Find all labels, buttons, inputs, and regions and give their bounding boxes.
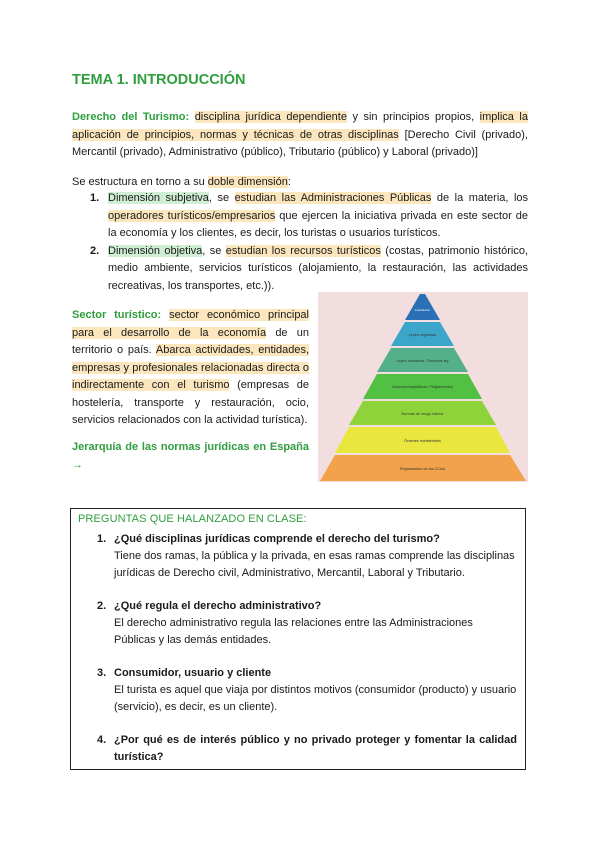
text: , se	[208, 192, 235, 204]
highlight: operadores turísticos/empresarios	[108, 209, 276, 222]
text: [Derecho Civil (privado), Mercantil (privado), Administrativo (público), Tributario (público) y Laboral (privado)]	[72, 128, 528, 158]
estructura-intro	[72, 174, 528, 192]
pyramid-figure	[318, 292, 528, 482]
highlight: Abarca actividades, entidades, empresas y profesionales relacionadas directa o indirectamente con el turismo	[72, 344, 309, 391]
question-item	[71, 665, 517, 716]
pyramid-label-4: Decretos legislativos / Reglamentos	[392, 385, 453, 389]
questions-header: PREGUNTAS QUE HALANZADO EN CLASE:	[78, 513, 307, 525]
pyramid-label-6: Órdenes ministeriales	[404, 439, 441, 443]
jerarquia-link	[72, 439, 309, 474]
question-number: 2.	[97, 600, 107, 612]
answer-text: El turista es aquel que viaja por distintos motivos (consumidor (producto) y usuario (servicio), es decir, es un cliente).	[114, 684, 517, 713]
question-text: Consumidor, usuario y cliente	[114, 667, 272, 679]
text: , se	[202, 244, 226, 257]
derecho-paragraph	[72, 109, 528, 162]
list-number: 2.	[90, 244, 100, 257]
highlight: Dimensión objetiva	[108, 244, 203, 257]
highlight: implica la aplicación de principios, normas y técnicas de otras disciplinas	[72, 111, 528, 141]
highlight: doble dimensión	[207, 176, 288, 188]
derecho-term: Derecho del Turismo:	[72, 111, 190, 123]
pyramid-svg	[318, 292, 528, 482]
highlight: estudian las Administraciones Públicas	[234, 192, 432, 204]
page-title: TEMA 1. INTRODUCCIÓN	[72, 72, 246, 88]
question-item	[71, 531, 517, 582]
question-text: ¿Qué disciplinas jurídicas comprende el derecho del turismo?	[114, 533, 440, 545]
list-item	[72, 190, 528, 243]
text: de la materia, los	[431, 192, 529, 204]
pyramid-label-7: Reglamentos de las CCAA	[399, 467, 446, 471]
highlight: disciplina jurídica dependiente	[194, 111, 347, 123]
pyramid-label-2: Leyes orgánicas	[408, 333, 437, 337]
question-item	[71, 732, 517, 766]
questions-list	[71, 531, 517, 766]
question-item	[71, 598, 517, 649]
pyramid-label-5: Normas de rango inferior	[401, 412, 444, 416]
jerarquia-text: Jerarquía de las normas jurídicas en España →	[72, 441, 309, 471]
questions-box	[70, 508, 526, 770]
text: y sin principios propios,	[346, 111, 480, 123]
sector-term: Sector turístico:	[72, 309, 162, 321]
text: que ejercen la iniciativa privada en este sector de la economía y los clientes, es decir, los turistas o usuarios turísticos.	[108, 209, 529, 239]
pyramid-label-1: Constitución	[414, 308, 431, 312]
highlight: sector económico principal para el desarrollo de la economía	[72, 309, 309, 339]
answer-text: Tiene dos ramas, la pública y la privada, en esas ramas comprende las disciplinas jurídicas de Derecho civil, Administrativo, Mercantil, Laboral y Tributario.	[114, 550, 515, 579]
question-number: 1.	[97, 533, 107, 545]
text: de un territorio o país.	[72, 326, 310, 356]
answer-text: El derecho administrativo regula las relaciones entre las Administraciones Públicas y las demás entidades.	[114, 617, 473, 646]
list-number: 1.	[90, 192, 100, 204]
pyramid-label-3: Leyes ordinarias / Decretos ley	[396, 359, 449, 363]
highlight: Dimensión subjetiva	[108, 192, 209, 204]
question-text: ¿Por qué es de interés público y no privado proteger y fomentar la calidad turística?	[114, 734, 517, 763]
dimension-list	[72, 190, 528, 295]
pyramid-level-1	[405, 294, 440, 320]
text: (costas, patrimonio histórico, medio ambiente, servicios turísticos (alojamiento, la restauración, las actividades recreativas, los transportes, etc.)).	[108, 244, 528, 292]
text: :	[287, 176, 291, 188]
list-item	[72, 243, 528, 296]
question-number: 3.	[97, 667, 107, 679]
highlight: estudian los recursos turísticos	[225, 244, 381, 257]
text: (empresas de hostelería, transporte y restauración, ocio, servicios relacionados con la actividad turística).	[72, 379, 309, 426]
sector-paragraph	[72, 307, 309, 430]
question-text: ¿Qué regula el derecho administrativo?	[114, 600, 322, 612]
text: Se estructura en torno a su	[72, 176, 208, 188]
question-number: 4.	[97, 734, 107, 746]
